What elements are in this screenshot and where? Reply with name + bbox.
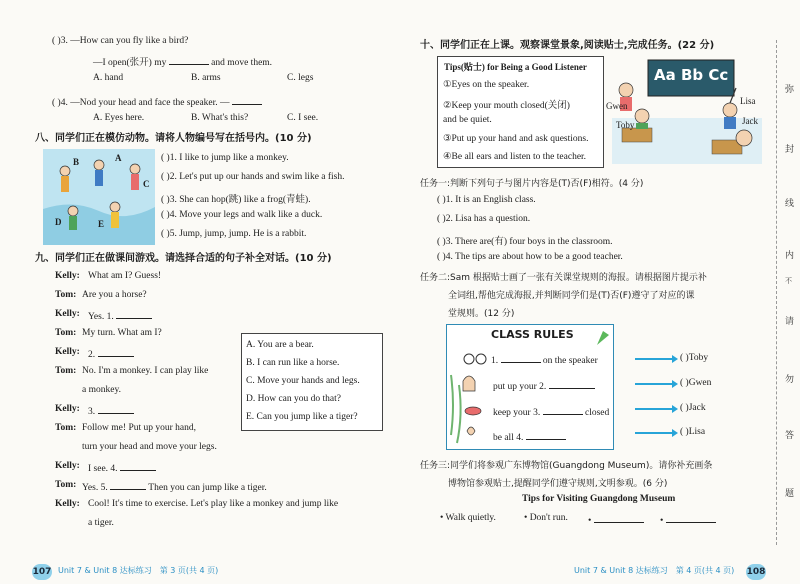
- arrow-3: [635, 408, 673, 410]
- letter-d: D: [55, 217, 62, 227]
- binding-line: [776, 40, 778, 545]
- rule-blank-2[interactable]: [549, 379, 595, 389]
- side-char-8: 答: [785, 431, 795, 441]
- tip-1: ①Eyes on the speaker.: [443, 80, 530, 90]
- choice-e[interactable]: E. Can you jump like a tiger?: [246, 412, 358, 422]
- arrow-2: [635, 383, 673, 385]
- arrow-4: [635, 432, 673, 434]
- section-10-title: 十、同学们正在上课。观察课堂景象,阅读贴士,完成任务。(22 分): [420, 40, 715, 51]
- q3-opt-b[interactable]: B. arms: [191, 73, 221, 83]
- section-8-title: 八、同学们正在模仿动物。请将人物编号写在括号内。(10 分): [35, 133, 312, 144]
- s8-item-2[interactable]: ( )2. Let's put up our hands and swim like a fish.: [161, 172, 345, 182]
- museum-tip-4: •: [660, 513, 716, 526]
- q4-blank[interactable]: [232, 95, 262, 105]
- q3-line: [52, 36, 188, 46]
- rule-2: put up your 2.: [493, 379, 595, 392]
- name-toby: Toby: [616, 120, 635, 130]
- choice-c[interactable]: C. Move your hands and legs.: [246, 376, 360, 386]
- letter-a: A: [115, 153, 122, 163]
- task3-title-2: 博物馆参观贴士,提醒同学们遵守规则,文明参观。(6 分): [448, 479, 668, 489]
- letter-c: C: [143, 179, 150, 189]
- q3-line2: —I open(张开) my and move them.: [93, 54, 272, 68]
- rule-blank-1[interactable]: [501, 353, 541, 363]
- museum-blank-1[interactable]: [594, 513, 644, 523]
- choice-a[interactable]: A. You are a bear.: [246, 340, 314, 350]
- q3-opt-a[interactable]: A. hand: [93, 73, 124, 83]
- tip-4: ④Be all ears and listen to the teacher.: [443, 152, 587, 162]
- answer-lisa[interactable]: ( )Lisa: [680, 427, 706, 437]
- t1-item-4[interactable]: ( )4. The tips are about how to be a good teacher.: [437, 252, 623, 262]
- q3-blank[interactable]: [169, 55, 209, 65]
- rule-blank-3[interactable]: [543, 405, 583, 415]
- choice-d[interactable]: D. How can you do that?: [246, 394, 341, 404]
- side-char-6: 请: [785, 317, 795, 327]
- poster-title: CLASS RULES: [491, 328, 574, 341]
- footer-right: Unit 7 & Unit 8 达标练习 第 4 页(共 4 页): [574, 566, 735, 575]
- museum-tips-title: Tips for Visiting Guangdong Museum: [522, 494, 676, 504]
- choice-b[interactable]: B. I can run like a horse.: [246, 358, 340, 368]
- task2-title-2: 全词组,帮他完成海报,并判断同学们是(T)否(F)遵守了对应的课: [448, 291, 695, 301]
- side-char-9: 题: [785, 489, 795, 499]
- tip-3: ③Put up your hand and ask questions.: [443, 134, 589, 144]
- letter-b: B: [73, 157, 80, 167]
- name-gwen: Gwen: [606, 101, 628, 111]
- side-char-7: 勿: [785, 375, 795, 385]
- tip-2b: and be quiet.: [443, 115, 492, 125]
- side-char-2: 封: [785, 145, 795, 155]
- q4-line: ( )4. —Nod your head and face the speaker. —: [52, 95, 262, 108]
- t1-item-2[interactable]: ( )2. Lisa has a question.: [437, 214, 531, 224]
- animal-mimic-illustration: [43, 149, 155, 245]
- side-char-3: 线: [785, 199, 795, 209]
- q3-opt-c[interactable]: C. legs: [287, 73, 314, 83]
- footer-left: Unit 7 & Unit 8 达标练习 第 3 页(共 4 页): [58, 566, 219, 575]
- side-char-1: 弥: [785, 85, 795, 95]
- rule-4: be all 4.: [493, 430, 566, 443]
- section-9-title: 九、同学们正在做课间游戏。请选择合适的句子补全对话。(10 分): [35, 253, 332, 264]
- d-blank-3[interactable]: [98, 404, 134, 414]
- board-text: Aa Bb Cc: [654, 66, 729, 84]
- museum-blank-2[interactable]: [666, 513, 716, 523]
- museum-tip-2: • Don't run.: [524, 513, 568, 523]
- q4-opt-b[interactable]: B. What's this?: [191, 113, 249, 123]
- tips-title: Tips(贴士) for Being a Good Listener: [444, 62, 587, 72]
- class-rules-poster: [446, 324, 614, 450]
- arrow-1: [635, 358, 673, 360]
- d-blank-5[interactable]: [110, 480, 146, 490]
- classroom-illustration: [606, 58, 762, 164]
- s8-item-3[interactable]: ( )3. She can hop(跳) like a frog(青蛙).: [161, 195, 311, 205]
- name-jack: Jack: [742, 116, 758, 126]
- s8-item-5[interactable]: ( )5. Jump, jump, jump. He is a rabbit.: [161, 229, 307, 239]
- s8-item-1[interactable]: ( )1. I like to jump like a monkey.: [161, 153, 289, 163]
- task1-title: 任务一:判断下列句子与图片内容是(T)否(F)相符。(4 分): [420, 179, 644, 189]
- answer-toby[interactable]: ( )Toby: [680, 353, 709, 363]
- d1-speaker: Kelly:: [55, 271, 80, 281]
- q4-opt-c[interactable]: C. I see.: [287, 113, 319, 123]
- s8-item-4[interactable]: ( )4. Move your legs and walk like a duck.: [161, 210, 323, 220]
- choices-box: [241, 333, 383, 431]
- answer-gwen[interactable]: ( )Gwen: [680, 378, 712, 388]
- museum-tip-3: •: [588, 513, 644, 526]
- q3-text: —How can you fly like a bird?: [70, 36, 189, 46]
- side-char-5: 不: [785, 277, 792, 285]
- d1-text: What am I? Guess!: [88, 271, 162, 281]
- t1-item-3[interactable]: ( )3. There are(有) four boys in the classroom.: [437, 237, 613, 247]
- rule-3: keep your 3. closed: [493, 405, 609, 418]
- answer-jack[interactable]: ( )Jack: [680, 403, 706, 413]
- tip-2: ②Keep your mouth closed(关闭): [443, 101, 570, 111]
- task2-title-1: 任务二:Sam 根据贴士画了一张有关课堂规则的海报。请根据图片提示补: [420, 273, 707, 283]
- task2-title-3: 堂规则。(12 分): [448, 309, 515, 319]
- page-number-right: 108: [746, 564, 766, 580]
- museum-tip-1: • Walk quietly.: [440, 513, 496, 523]
- t1-item-1[interactable]: ( )1. It is an English class.: [437, 195, 536, 205]
- name-lisa: Lisa: [740, 96, 756, 106]
- side-char-4: 内: [785, 251, 795, 261]
- rule-1: 1. on the speaker: [491, 353, 598, 366]
- tips-box: [437, 56, 604, 168]
- task3-title-1: 任务三:同学们将参观广东博物馆(Guangdong Museum)。请你补充画条: [420, 461, 713, 471]
- page-number-left: 107: [32, 564, 52, 580]
- q3-prefix: ( )3.: [52, 36, 68, 46]
- d-blank-1[interactable]: [116, 309, 152, 319]
- q4-opt-a[interactable]: A. Eyes here.: [93, 113, 145, 123]
- d-blank-4[interactable]: [120, 461, 156, 471]
- rule-blank-4[interactable]: [526, 430, 566, 440]
- d-blank-2[interactable]: [98, 347, 134, 357]
- letter-e: E: [98, 219, 105, 229]
